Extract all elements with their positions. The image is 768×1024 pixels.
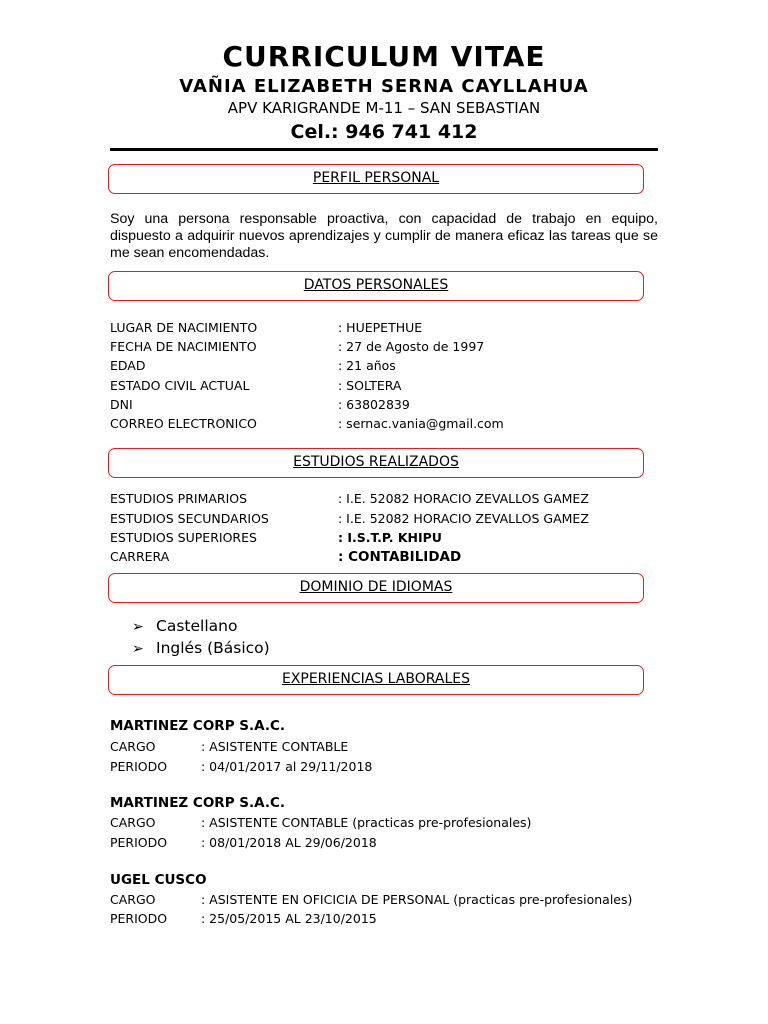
- job-row-value: : ASISTENTE CONTABLE (practicas pre-profesionales): [201, 815, 532, 830]
- section-heading-studies-label: ESTUDIOS REALIZADOS: [293, 454, 459, 470]
- bullet-arrow-icon: ➢: [132, 641, 144, 657]
- section-heading-profile: [108, 164, 644, 194]
- personal-row-label: LUGAR DE NACIMIENTO: [110, 320, 258, 335]
- studies-row-value: : CONTABILIDAD: [338, 549, 462, 565]
- bullet-arrow-icon: ➢: [132, 619, 144, 635]
- personal-row-label: CORREO ELECTRONICO: [110, 416, 257, 431]
- personal-row-value: : HUEPETHUE: [338, 320, 423, 335]
- header-divider: [110, 148, 658, 151]
- candidate-name: VAÑIA ELIZABETH SERNA CAYLLAHUA: [179, 76, 589, 97]
- job-row-label: PERIODO: [110, 835, 168, 850]
- personal-row-label: DNI: [110, 397, 133, 412]
- personal-row-value: : 21 años: [338, 358, 396, 373]
- job-row-value: : ASISTENTE EN OFICICIA DE PERSONAL (practicas pre-profesionales): [201, 892, 633, 907]
- job-company: MARTINEZ CORP S.A.C.: [110, 795, 285, 811]
- job-row-label: CARGO: [110, 739, 156, 754]
- job-row-label: PERIODO: [110, 759, 168, 774]
- studies-row-label: ESTUDIOS PRIMARIOS: [110, 491, 248, 506]
- language-name: Inglés (Básico): [156, 639, 270, 657]
- job-row-value: : 08/01/2018 AL 29/06/2018: [201, 835, 377, 850]
- document-title: CURRICULUM VITAE: [222, 40, 546, 73]
- personal-row-value: : SOLTERA: [338, 378, 402, 393]
- candidate-phone: Cel.: 946 741 412: [290, 121, 478, 143]
- job-company: UGEL CUSCO: [110, 872, 207, 888]
- section-heading-personal-label: DATOS PERSONALES: [303, 277, 449, 293]
- job-row-value: : ASISTENTE CONTABLE: [201, 739, 349, 754]
- language-item: [132, 639, 270, 657]
- studies-row-label: CARRERA: [110, 549, 170, 564]
- job-company: MARTINEZ CORP S.A.C.: [110, 718, 285, 734]
- personal-row-label: FECHA DE NACIMIENTO: [110, 339, 257, 354]
- personal-row-label: ESTADO CIVIL ACTUAL: [110, 378, 250, 393]
- section-heading-personal: [108, 271, 644, 301]
- section-heading-profile-label: PERFIL PERSONAL: [312, 170, 440, 186]
- job-row-label: CARGO: [110, 815, 156, 830]
- job-row-label: CARGO: [110, 892, 156, 907]
- personal-row-value: : sernac.vania@gmail.com: [338, 416, 504, 431]
- studies-row-value: : I.E. 52082 HORACIO ZEVALLOS GAMEZ: [338, 511, 589, 526]
- studies-row-value: : I.S.T.P. KHIPU: [338, 530, 442, 545]
- section-heading-experience-label: EXPERIENCIAS LABORALES: [281, 671, 471, 687]
- job-row-value: : 04/01/2017 al 29/11/2018: [201, 759, 373, 774]
- studies-row-value: : I.E. 52082 HORACIO ZEVALLOS GAMEZ: [338, 491, 589, 506]
- candidate-address: APV KARIGRANDE M-11 – SAN SEBASTIAN: [227, 99, 541, 117]
- language-name: Castellano: [156, 617, 238, 635]
- studies-row-label: ESTUDIOS SUPERIORES: [110, 530, 257, 545]
- job-row-label: PERIODO: [110, 911, 168, 926]
- personal-row-value: : 27 de Agosto de 1997: [338, 339, 485, 354]
- section-heading-languages: [108, 573, 644, 603]
- personal-row-value: : 63802839: [338, 397, 410, 412]
- personal-row-label: EDAD: [110, 358, 146, 373]
- section-heading-studies: [108, 448, 644, 478]
- job-row-value: : 25/05/2015 AL 23/10/2015: [201, 911, 377, 926]
- language-item: [132, 617, 237, 635]
- profile-paragraph: Soy una persona responsable proactiva, con capacidad de trabajo en equipo, dispuesto a adquirir nuevos aprendizajes y cumplir de manera eficaz las tareas que se me sean encomendadas.: [110, 211, 658, 261]
- section-heading-languages-label: DOMINIO DE IDIOMAS: [299, 579, 453, 595]
- section-heading-experience: [108, 665, 644, 695]
- studies-row-label: ESTUDIOS SECUNDARIOS: [110, 511, 269, 526]
